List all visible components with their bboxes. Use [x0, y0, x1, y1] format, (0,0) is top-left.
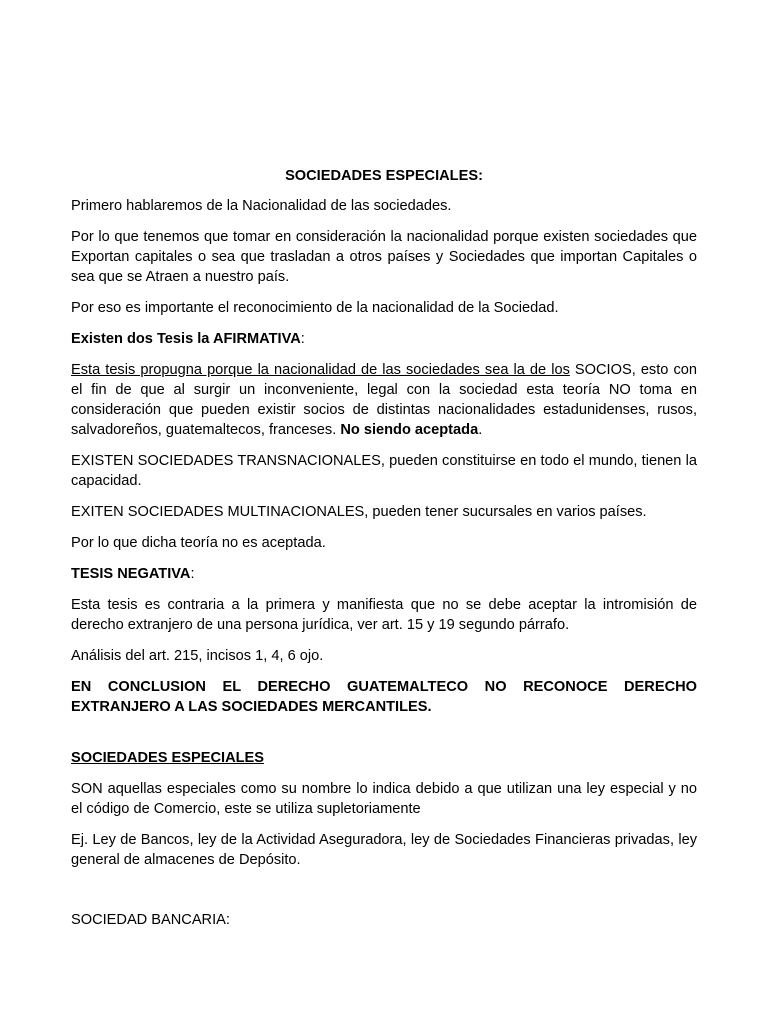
paragraph-conclusion: EN CONCLUSION EL DERECHO GUATEMALTECO NO RECONOCE DERECHO EXTRANJERO A LAS SOCIEDADES MERCANTILES. — [71, 679, 697, 715]
tesis-afirmativa-line — [71, 329, 697, 349]
document-body — [71, 166, 697, 941]
paragraph-son-especiales: SON aquellas especiales como su nombre lo indica debido a que utilizan una ley especial y no el código de Comercio, este se utiliza supletoriamente — [71, 781, 697, 817]
paragraph-nacionalidad-intro: Primero hablaremos de la Nacionalidad de las sociedades. — [71, 198, 452, 214]
no-siendo-aceptada: No siendo aceptada — [340, 422, 479, 438]
paragraph-capitales: Por lo que tenemos que tomar en consideración la nacionalidad porque existen sociedades que Exportan capitales o sea que trasladan a otros países y Sociedades que importan Capitales o sea que se Atraen a nuestro país. — [71, 229, 697, 285]
tesis-afirmativa-colon: : — [300, 331, 305, 347]
document-title: SOCIEDADES ESPECIALES: — [285, 168, 483, 184]
tesis-negativa-colon: : — [190, 566, 195, 582]
paragraph-ejemplos-leyes: Ej. Ley de Bancos, ley de la Actividad Aseguradora, ley de Sociedades Financieras privadas, ley general de almacenes de Depósito. — [71, 832, 697, 868]
sociedad-bancaria-heading: SOCIEDAD BANCARIA: — [71, 912, 230, 928]
paragraph-reconocimiento: Por eso es importante el reconocimiento de la nacionalidad de la Sociedad. — [71, 300, 559, 316]
paragraph-tesis-afirmativa-text: SOCIOS, esto con el fin de que al surgir un inconveniente, legal con la sociedad esta teoría NO toma en consideración que pueden existir socios de distintas nacionalidades estadunidenses, rusos, salvadoreños, guatemaltecos, franceses. — [71, 362, 697, 438]
paragraph-no-aceptada: Por lo que dicha teoría no es aceptada. — [71, 535, 326, 551]
paragraph-tesis-afirmativa — [71, 360, 697, 440]
paragraph-transnacionales: EXISTEN SOCIEDADES TRANSNACIONALES, pueden constituirse en todo el mundo, tienen la capacidad. — [71, 453, 697, 489]
paragraph-analisis: Análisis del art. 215, incisos 1, 4, 6 ojo. — [71, 648, 324, 664]
paragraph-multinacionales: EXITEN SOCIEDADES MULTINACIONALES, pueden tener sucursales en varios países. — [71, 504, 647, 520]
section-heading-sociedades-especiales: SOCIEDADES ESPECIALES — [71, 750, 265, 766]
tesis-afirmativa-heading: Existen dos Tesis la AFIRMATIVA — [71, 331, 301, 347]
tesis-negativa-line — [71, 564, 697, 584]
underlined-text: Esta tesis propugna porque la nacionalidad de las sociedades sea la de los — [71, 362, 570, 378]
paragraph-period: . — [478, 422, 483, 438]
tesis-negativa-heading: TESIS NEGATIVA — [71, 566, 191, 582]
paragraph-tesis-negativa: Esta tesis es contraria a la primera y manifiesta que no se debe aceptar la intromisión de derecho extranjero de una persona jurídica, ver art. 15 y 19 segundo párrafo. — [71, 597, 697, 633]
